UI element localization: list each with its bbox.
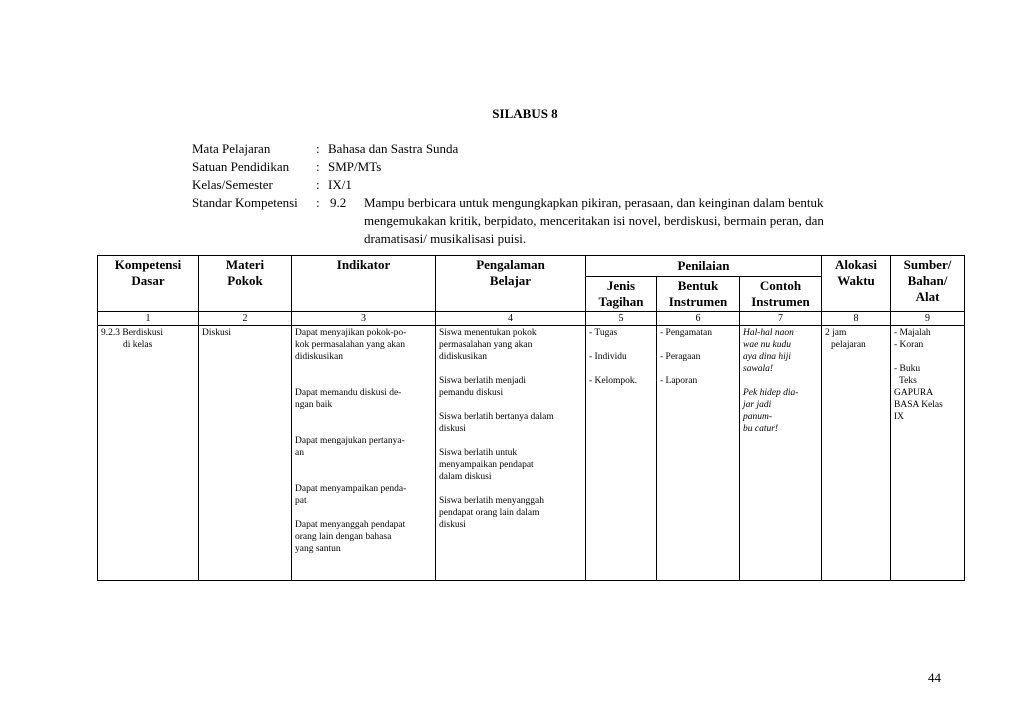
page-number: 44	[928, 670, 941, 685]
header-line: Contoh	[759, 278, 802, 293]
syllabus-table	[97, 255, 965, 581]
competency-line: mengemukakan kritik, berpidato, menceritakan isi novel, berdiskusi, bermain peran, dan	[364, 213, 824, 228]
header-line: Alat	[915, 289, 940, 304]
cell-line: permasalahan yang akan	[439, 340, 533, 350]
cell-line: yang santun	[295, 544, 341, 554]
cell-line: didiskusikan	[439, 352, 488, 362]
cell-line: didiskusikan	[295, 352, 344, 362]
header-line: Sumber/	[903, 257, 952, 272]
header-line: Instrumen	[668, 294, 728, 309]
cell-line: Siswa berlatih menjadi	[439, 376, 527, 386]
cell-line: GAPURA	[894, 388, 934, 398]
header-bentuk-instrumen	[657, 277, 740, 312]
cell-alokasi-waktu	[822, 326, 891, 581]
meta-label: Standar Kompetensi	[192, 195, 298, 210]
header-line: Tagihan	[598, 294, 644, 309]
meta-value: IX/1	[328, 177, 352, 192]
cell-line: 2 jam	[825, 328, 847, 338]
cell-line: diskusi	[439, 424, 466, 434]
header-line: Alokasi	[835, 257, 877, 272]
meta-colon: :	[316, 159, 320, 174]
column-number: 8	[822, 312, 891, 326]
cell-line: Teks	[899, 376, 917, 386]
header-line: Dasar	[131, 273, 165, 288]
cell-line: Dapat menyanggah pendapat	[295, 520, 406, 530]
cell-line: 9.2.3 Berdiskusi	[101, 328, 164, 338]
header-sumber	[891, 256, 965, 312]
meta-value: Bahasa dan Sastra Sunda	[328, 141, 459, 156]
cell-line: Siswa berlatih bertanya dalam	[439, 412, 554, 422]
cell-line: IX	[894, 412, 905, 422]
cell-line: pelajaran	[831, 340, 866, 350]
cell-line: Diskusi	[202, 328, 232, 338]
cell-line: pat	[295, 496, 307, 506]
column-number: 2	[199, 312, 292, 326]
table-row	[98, 326, 965, 581]
header-penilaian: Penilaian	[586, 256, 822, 277]
cell-line: di kelas	[123, 340, 153, 350]
cell-line: - Buku	[894, 364, 921, 374]
competency-line: Mampu berbicara untuk mengungkapkan pikiran, perasaan, dan keinginan dalam bentuk	[364, 195, 824, 210]
cell-line: - Kelompok.	[589, 376, 638, 386]
cell-line: - Koran	[894, 340, 924, 350]
cell-line: - Tugas	[589, 328, 618, 338]
meta-label: Kelas/Semester	[192, 177, 273, 192]
cell-materi-pokok	[199, 326, 292, 581]
cell-kompetensi-dasar	[98, 326, 199, 581]
cell-line: Dapat menyajikan pokok-po-	[295, 328, 407, 338]
cell-line: sawala!	[743, 364, 774, 374]
meta-label: Mata Pelajaran	[192, 141, 271, 156]
competency-number: 9.2	[330, 195, 347, 210]
cell-jenis-tagihan	[586, 326, 657, 581]
cell-contoh-instrumen	[740, 326, 822, 581]
header-materi-pokok	[199, 256, 292, 312]
cell-line: an	[295, 448, 304, 458]
cell-line: dalam diskusi	[439, 472, 492, 482]
cell-line: - Majalah	[894, 328, 931, 338]
header-alokasi-waktu	[822, 256, 891, 312]
cell-line: orang lain dengan bahasa	[295, 532, 392, 542]
cell-line: ngan baik	[295, 400, 333, 410]
cell-line: diskusi	[439, 520, 466, 530]
cell-line: wae nu kudu	[743, 340, 792, 350]
competency-line: dramatisasi/ musikalisasi puisi.	[364, 231, 527, 246]
column-number: 5	[586, 312, 657, 326]
header-indikator	[292, 256, 436, 312]
cell-line: Hal-hal naon	[743, 328, 794, 338]
cell-line: Siswa berlatih untuk	[439, 448, 518, 458]
meta-value: SMP/MTs	[328, 159, 382, 174]
header-line: Bahan/	[907, 273, 948, 288]
header-line: Jenis	[606, 278, 636, 293]
cell-line: - Laporan	[660, 376, 698, 386]
meta-row-competency	[192, 194, 884, 248]
header-jenis-tagihan	[586, 277, 657, 312]
competency-text	[364, 194, 884, 248]
cell-line: - Individu	[589, 352, 627, 362]
meta-label: Satuan Pendidikan	[192, 159, 290, 174]
cell-line: aya dina hiji	[743, 352, 792, 362]
column-number-row	[98, 312, 965, 326]
cell-line: Dapat mengajukan pertanya-	[295, 436, 405, 446]
meta-colon: :	[316, 195, 320, 210]
meta-row-unit	[192, 158, 884, 176]
column-number: 4	[436, 312, 586, 326]
cell-sumber	[891, 326, 965, 581]
meta-colon: :	[316, 177, 320, 192]
column-number: 6	[657, 312, 740, 326]
header-line: Indikator	[336, 257, 391, 272]
cell-line: Siswa berlatih menyanggah	[439, 496, 545, 506]
column-number: 3	[292, 312, 436, 326]
header-line: Waktu	[837, 273, 875, 288]
header-contoh-instrumen	[740, 277, 822, 312]
header-line: Instrumen	[751, 294, 810, 309]
cell-line: bu catur!	[743, 424, 779, 434]
meta-row-subject	[192, 140, 884, 158]
column-number: 1	[98, 312, 199, 326]
document-title: SILABUS 8	[492, 106, 558, 121]
header-line: Pokok	[227, 273, 263, 288]
meta-row-class	[192, 176, 884, 194]
meta-colon: :	[316, 141, 320, 156]
cell-line: menyampaikan pendapat	[439, 460, 534, 470]
header-kompetensi-dasar	[98, 256, 199, 312]
header-line: Materi	[225, 257, 265, 272]
header-line: Kompetensi	[114, 257, 182, 272]
cell-line: Dapat memandu diskusi de-	[295, 388, 402, 398]
cell-line: panum-	[743, 412, 773, 422]
column-number: 9	[891, 312, 965, 326]
cell-line: BASA Kelas	[894, 400, 943, 410]
header-line: Bentuk	[677, 278, 719, 293]
cell-line: - Peragaan	[660, 352, 701, 362]
cell-line: Pek hidep dia-	[743, 388, 799, 398]
header-line: Pengalaman	[476, 257, 545, 272]
syllabus-meta	[192, 140, 884, 248]
cell-line: jar jadi	[743, 400, 772, 410]
cell-line: kok permasalahan yang akan	[295, 340, 405, 350]
column-number: 7	[740, 312, 822, 326]
cell-pengalaman-belajar	[436, 326, 586, 581]
cell-line: Siswa menentukan pokok	[439, 328, 537, 338]
cell-indikator	[292, 326, 436, 581]
cell-line: pemandu diskusi	[439, 388, 504, 398]
cell-line: Dapat menyampaikan penda-	[295, 484, 407, 494]
cell-line: pendapat orang lain dalam	[439, 508, 540, 518]
table-header-row	[98, 256, 965, 277]
cell-bentuk-instrumen	[657, 326, 740, 581]
header-pengalaman-belajar	[436, 256, 586, 312]
cell-line: - Pengamatan	[660, 328, 712, 338]
header-line: Belajar	[489, 273, 532, 288]
